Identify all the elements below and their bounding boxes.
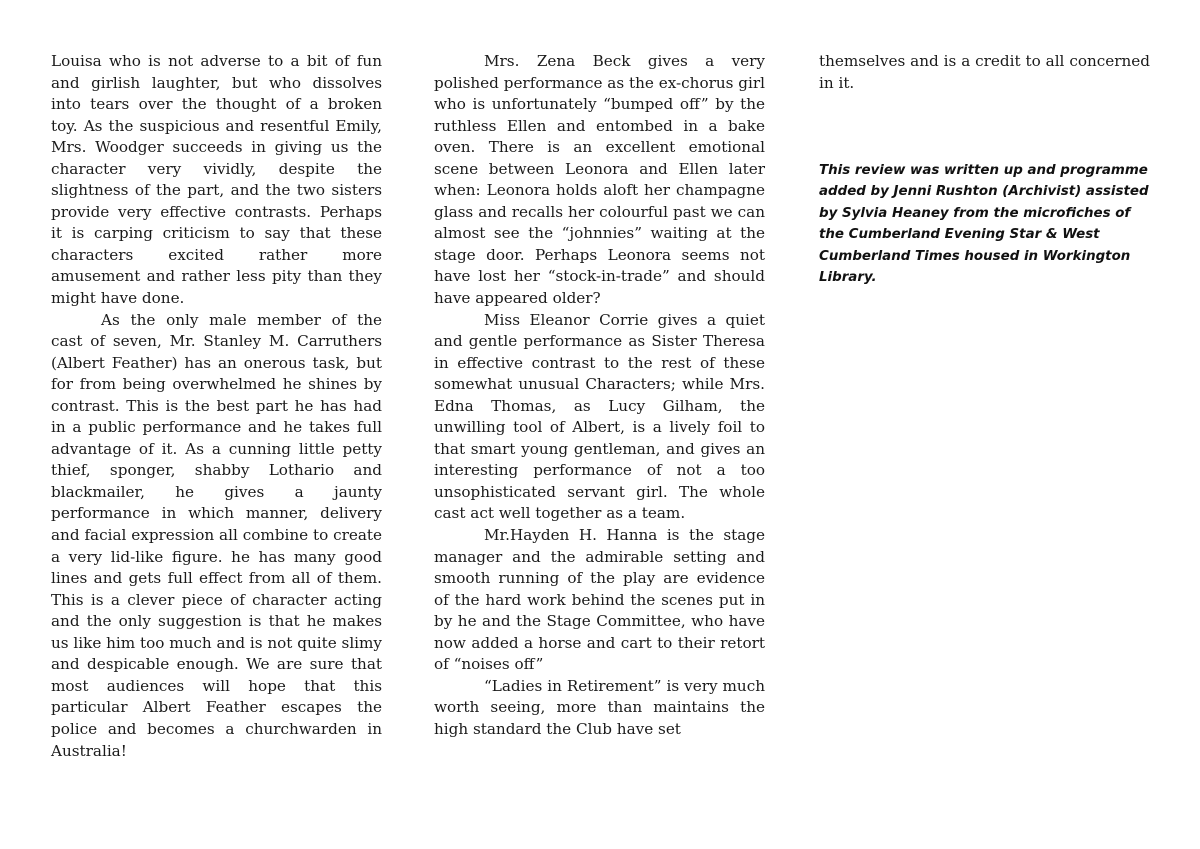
text-column-3 xyxy=(819,51,1150,94)
paragraph: themselves and is a credit to all concerned in it. xyxy=(819,52,1150,92)
paragraph: As the only male member of the cast of seven, Mr. Stanley M. Carruthers (Albert Feather) has an onerous task, but for from being overwhelmed he shines by contrast. This is the best part he has had in a public performance and he takes full advantage of it. As a cunning little petty thief, sponger, shabby Lothario and blackmailer, he gives a jaunty performance in which manner, delivery and facial expression all combine to create a very lid-like figure. he has many good lines and gets full effect from all of them. This is a clever piece of character acting and the only suggestion is that he makes us like him too much and is not quite slimy and despicable enough. We are sure that most audiences will hope that this particular Albert Feather escapes the police and becomes a churchwarden in Australia! xyxy=(51,310,383,760)
paragraph: Louisa who is not adverse to a bit of fun and girlish laughter, but who dissolves into tears over the thought of a broken toy. As the suspicious and resentful Emily, Mrs. Woodger succeeds in giving us the character very vividly, despite the slightness of the part, and the two sisters provide very effective contrasts. Perhaps it is carping criticism to say that these characters excited rather more amusement and rather less pity than they might have done. xyxy=(51,52,382,308)
paragraph: “Ladies in Retirement” is very much worth seeing, more than maintains the high standard the Club have set xyxy=(434,676,765,738)
archivist-note: This review was written up and programme added by Jenni Rushton (Archivist) assisted by Sylvia Heaney from the microfiches of the Cumberland Evening Star & West Cumberland Times housed in Workington Library. xyxy=(819,163,1149,286)
text-column-2 xyxy=(434,51,765,741)
paragraph: Mrs. Zena Beck gives a very polished performance as the ex-chorus girl who is unfortunately “bumped off” by the ruthless Ellen and entombed in a bake oven. There is an excellent emotional scene between Leonora and Ellen later when: Leonora holds aloft her champagne glass and recalls her colourful past we can almost see the “johnnies” waiting at the stage door. Perhaps Leonora seems not have lost her “stock-in-trade” and should have appeared older? xyxy=(434,52,765,308)
paragraph: Miss Eleanor Corrie gives a quiet and gentle performance as Sister Theresa in effective contrast to the rest of these somewhat unusual Characters; while Mrs. Edna Thomas, as Lucy Gilham, the unwilling tool of Albert, is a lively foil to that smart young gentleman, and gives an interesting performance of not a too unsophisticated servant girl. The whole cast act well together as a team. xyxy=(434,310,765,523)
text-column-1 xyxy=(51,51,382,762)
paragraph: Mr.Hayden H. Hanna is the stage manager and the admirable setting and smooth running of the play are evidence of the hard work behind the scenes put in by he and the Stage Committee, who have now added a horse and cart to their retort of “noises off” xyxy=(434,526,765,674)
